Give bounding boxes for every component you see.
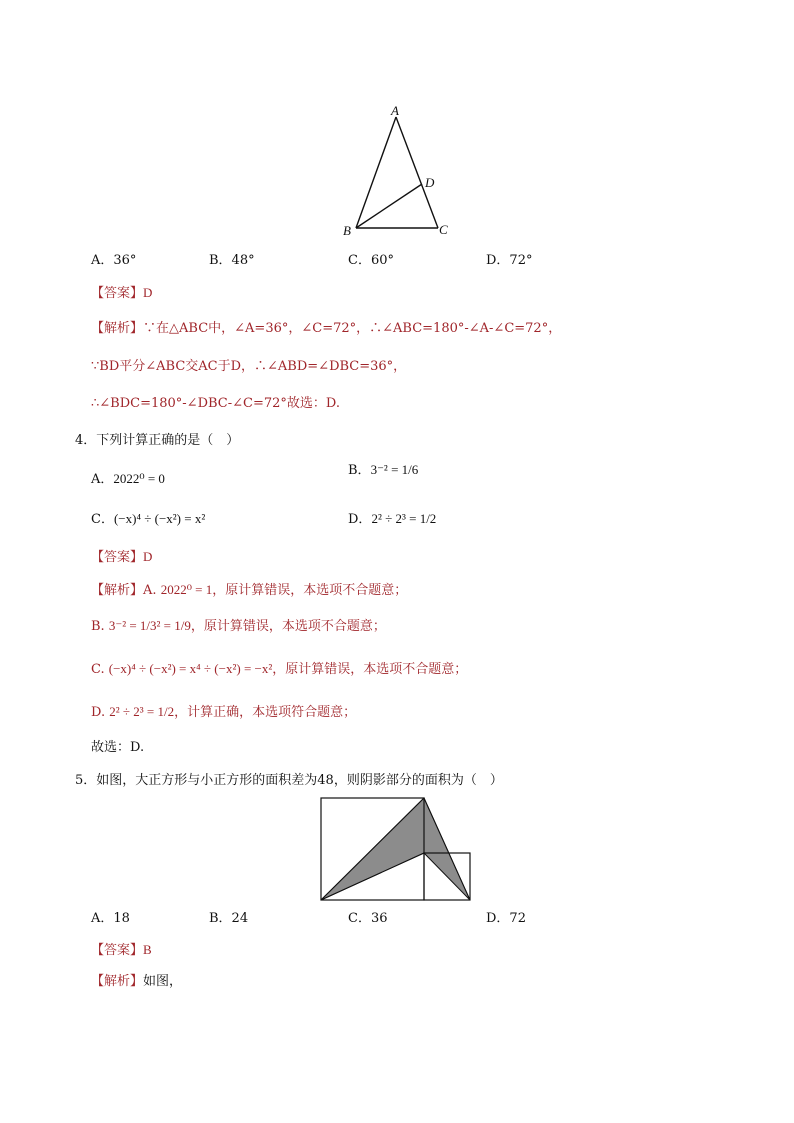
math-expression: 2² ÷ 2³ = 1/2	[371, 511, 437, 526]
q5-option-a: A．18	[91, 911, 130, 926]
q3-answer	[91, 286, 152, 300]
vertex-c-label: C	[439, 222, 448, 237]
math-expression: 3⁻² = 1/3² = 1/9	[108, 618, 191, 633]
q4-conclusion: 故选：D.	[91, 740, 145, 755]
math-expression: 2022⁰ = 0	[113, 471, 165, 486]
q3-analysis-line-1	[91, 322, 561, 335]
q4-option-b: B．3⁻² = 1/6	[348, 462, 419, 478]
vertex-d-label: D	[425, 175, 435, 190]
math-expression: 3⁻² = 1/6	[370, 462, 419, 477]
math-expression: 2² ÷ 2³ = 1/2	[109, 704, 175, 719]
analysis-text: 如图，	[143, 974, 183, 989]
q5-option-c: C．36	[348, 911, 388, 926]
math-expression: 2022⁰ = 1	[160, 582, 213, 597]
answer-label: 【答案】	[91, 286, 144, 301]
q4-answer	[91, 550, 152, 564]
analysis-label: 【解析】	[91, 583, 144, 598]
q3-option-a: A．36°	[91, 253, 137, 268]
q4-analysis-a: 【解析】A. 2022⁰ = 1，原计算错误，本选项不合题意；	[91, 582, 408, 598]
analysis-label: 【解析】	[91, 974, 144, 989]
q3-option-b: B．48°	[209, 253, 255, 268]
q3-analysis-line-2: ∵BD平分∠ABC交AC于D，∴∠ABD=∠DBC=36°，	[91, 359, 407, 374]
q3-option-d: D．72°	[486, 253, 533, 268]
q5-answer	[91, 943, 152, 957]
vertex-b-label: B	[343, 223, 351, 238]
answer-value: D	[143, 285, 153, 300]
q3-option-c: C．60°	[348, 253, 394, 268]
q4-option-d: D．2² ÷ 2³ = 1/2	[348, 511, 437, 527]
triangle-figure	[330, 100, 460, 242]
q4-option-a: A．2022⁰ = 0	[91, 471, 165, 487]
q4-analysis-c: C. (−x)⁴ ÷ (−x²) = x⁴ ÷ (−x²) = −x²，原计算错误，本选项不合题意；	[91, 661, 468, 677]
q5-analysis	[91, 975, 182, 988]
answer-label: 【答案】	[91, 943, 144, 958]
math-expression: (−x)⁴ ÷ (−x²) = x²	[113, 511, 206, 526]
vertex-a-label: A	[391, 103, 399, 118]
q3-analysis-line-3: ∴∠BDC=180°-∠DBC-∠C=72°故选：D.	[91, 396, 340, 411]
answer-label: 【答案】	[91, 550, 144, 565]
analysis-text: ∵在△ABC中，∠A=36°，∠C=72°，∴∠ABC=180°-∠A-∠C=72°，	[143, 321, 562, 336]
q4-option-c: C．(−x)⁴ ÷ (−x²) = x²	[91, 511, 206, 527]
q4-analysis-d: D. 2² ÷ 2³ = 1/2，计算正确，本选项符合题意；	[91, 704, 357, 720]
squares-figure	[318, 795, 476, 903]
analysis-label: 【解析】	[91, 321, 144, 336]
q5-option-b: B．24	[209, 911, 249, 926]
answer-value: D	[143, 549, 153, 564]
math-expression: (−x)⁴ ÷ (−x²) = x⁴ ÷ (−x²) = −x²	[108, 661, 273, 676]
q5-stem: 5．如图，大正方形与小正方形的面积差为48，则阴影部分的面积为（ ）	[75, 773, 503, 788]
answer-value: B	[143, 942, 152, 957]
q4-analysis-b: B. 3⁻² = 1/3² = 1/9，原计算错误，本选项不合题意；	[91, 618, 386, 634]
q4-stem: 4．下列计算正确的是（ ）	[75, 433, 240, 448]
q5-option-d: D．72	[486, 911, 526, 926]
